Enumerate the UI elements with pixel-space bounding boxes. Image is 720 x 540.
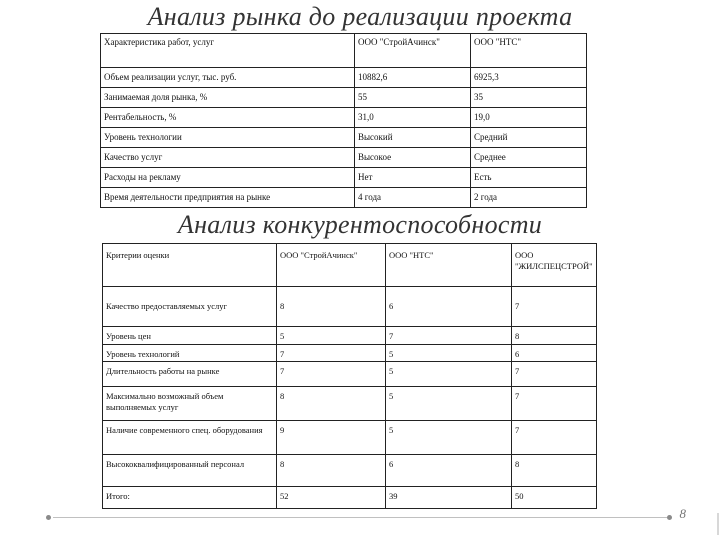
table-cell: Качество услуг [101,148,355,168]
table-cell: 7 [512,387,597,421]
page-number: 8 [679,506,686,521]
table-cell: 4 года [355,188,471,208]
market-analysis-title: Анализ рынка до реализации проекта [147,2,573,31]
table-cell: Объем реализации услуг, тыс. руб. [101,68,355,88]
table-cell: 7 [512,287,597,327]
right-bullet-icon [667,515,672,520]
table-cell: 7 [386,327,512,345]
table-cell: Есть [471,168,587,188]
table-cell: 8 [512,455,597,487]
table-cell: 50 [512,487,597,509]
table-cell: Длительность работы на рынке [103,362,277,387]
table-cell: Уровень цен [103,327,277,345]
table-cell: 52 [277,487,386,509]
table-cell: 31,0 [355,108,471,128]
table-cell: Качество предоставляемых услуг [103,287,277,327]
table-cell: 6925,3 [471,68,587,88]
table-cell: 6 [512,345,597,362]
table-cell: 5 [386,345,512,362]
market-analysis-table [100,33,587,208]
table-row [101,128,587,148]
header-cell: Критерии оценки [103,244,277,287]
table-cell: 8 [512,327,597,345]
table-cell: Высокое [355,148,471,168]
table-cell: 5 [386,387,512,421]
table-cell: 7 [277,362,386,387]
table-cell: Уровень технологии [101,128,355,148]
table-cell: 8 [277,455,386,487]
table-cell: Занимаемая доля рынка, % [101,88,355,108]
table-cell: 9 [277,421,386,455]
competitiveness-title: Анализ конкурентоспособности [177,210,543,239]
header-cell: Характеристика работ, услуг [101,34,355,68]
table-cell: Максимально возможный объем выполняемых услуг [103,387,277,421]
table-cell: Расходы на рекламу [101,168,355,188]
table-cell: 7 [512,362,597,387]
table-cell: 5 [277,327,386,345]
table-row [101,168,587,188]
table-cell: 6 [386,287,512,327]
table-header-row [103,244,597,287]
table-cell: Итого: [103,487,277,509]
table-cell: Средний [471,128,587,148]
competitiveness-table [102,243,597,509]
header-cell: ООО "НТС" [471,34,587,68]
table-cell: Высококвалифицированный персонал [103,455,277,487]
table-row [101,88,587,108]
table-row [103,487,597,509]
left-bullet-icon [46,515,51,520]
table-row [103,455,597,487]
table-cell: 35 [471,88,587,108]
table-cell: 6 [386,455,512,487]
table-cell: Высокий [355,128,471,148]
table-cell: 2 года [471,188,587,208]
header-cell: ООО "СтройАчинск" [277,244,386,287]
header-cell: ООО "СтройАчинск" [355,34,471,68]
table-row [103,362,597,387]
table-row [101,188,587,208]
header-cell: ООО "НТС" [386,244,512,287]
table-row [101,148,587,168]
table-cell: Среднее [471,148,587,168]
table-row [103,421,597,455]
table-cell: 7 [277,345,386,362]
footer-divider [53,517,667,518]
table-row [103,345,597,362]
table-row [101,108,587,128]
table-cell: 5 [386,362,512,387]
table-row [103,287,597,327]
table-cell: Время деятельности предприятия на рынке [101,188,355,208]
table-cell: 8 [277,387,386,421]
table-cell: Наличие современного спец. оборудования [103,421,277,455]
table-cell: 5 [386,421,512,455]
header-cell: ООО "ЖИЛСПЕЦСТРОЙ" [512,244,597,287]
table-cell: 39 [386,487,512,509]
corner-mark-icon [716,513,720,535]
table-row [103,327,597,345]
table-row [101,68,587,88]
table-cell: Уровень технологий [103,345,277,362]
table-cell: 55 [355,88,471,108]
table-cell: Рентабельность, % [101,108,355,128]
table-cell: Нет [355,168,471,188]
table-cell: 19,0 [471,108,587,128]
table-cell: 10882,6 [355,68,471,88]
table-row [103,387,597,421]
table-header-row [101,34,587,68]
table-cell: 8 [277,287,386,327]
table-cell: 7 [512,421,597,455]
